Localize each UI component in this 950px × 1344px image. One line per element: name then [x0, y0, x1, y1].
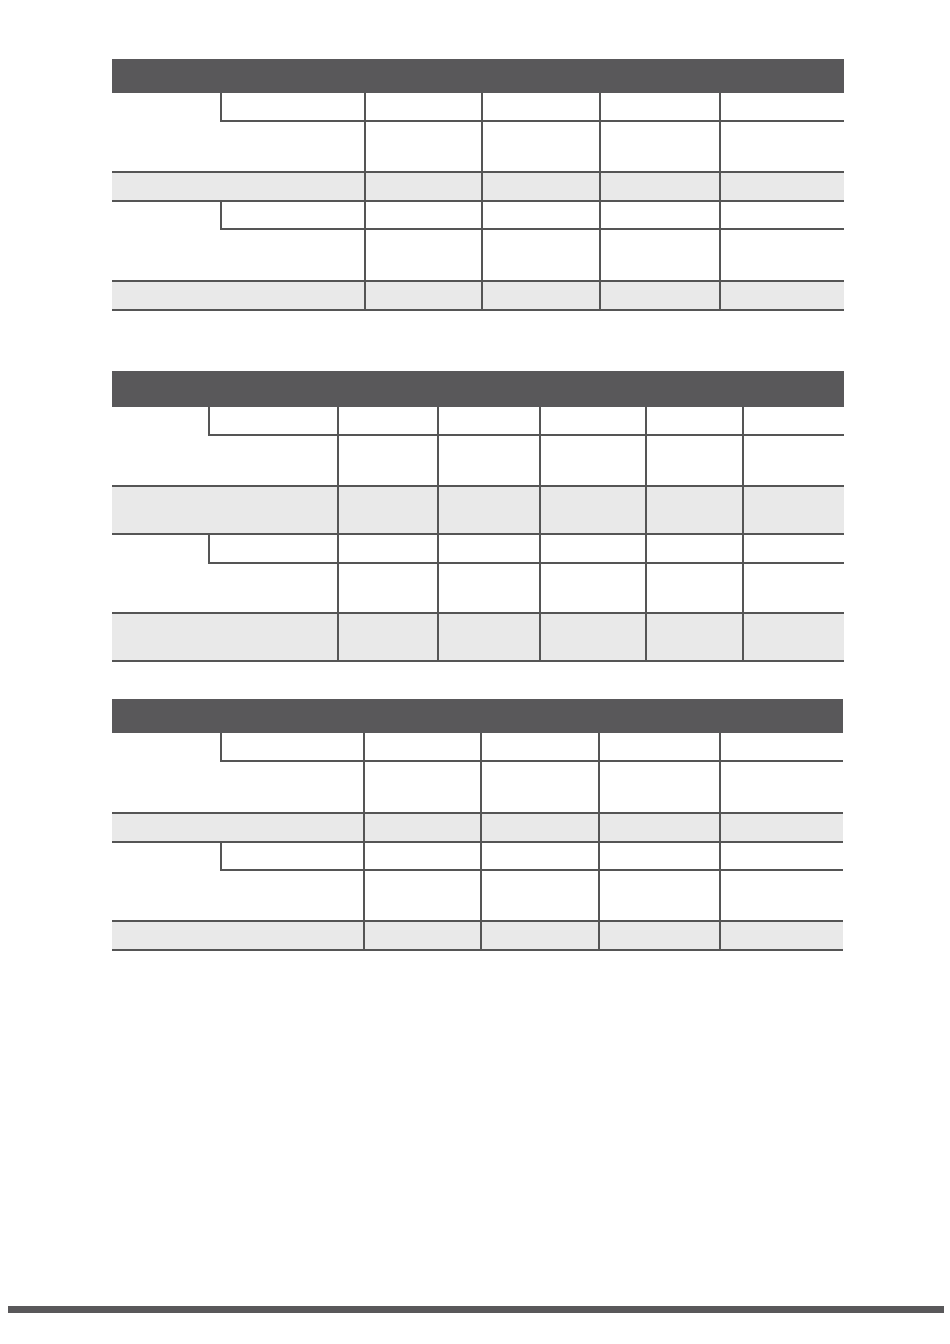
table-cell — [365, 172, 482, 201]
table-cell — [743, 613, 844, 661]
table-cell — [720, 93, 844, 121]
table-row — [112, 534, 844, 563]
row-group-label — [112, 93, 221, 172]
table-cell — [365, 201, 482, 229]
table-cell — [720, 921, 843, 950]
table-cell — [599, 870, 720, 921]
table-cell — [599, 733, 720, 761]
table-row — [112, 93, 844, 121]
table-cell — [599, 921, 720, 950]
table-cell — [720, 281, 844, 310]
footer-rule — [8, 1306, 944, 1313]
table-cell — [646, 613, 743, 661]
table-cell — [743, 407, 844, 435]
table-row — [112, 201, 844, 229]
table-cell — [720, 172, 844, 201]
table-cell — [482, 93, 600, 121]
table-cell — [600, 229, 720, 281]
table-cell — [438, 534, 540, 563]
table-cell — [599, 842, 720, 870]
table-cell — [364, 733, 481, 761]
table-cell — [482, 172, 600, 201]
table-cell — [540, 435, 646, 486]
data-table-2 — [112, 371, 844, 662]
total-label — [112, 921, 364, 950]
table-cell — [600, 281, 720, 310]
table-cell — [365, 281, 482, 310]
total-label — [112, 613, 338, 661]
table-cell — [720, 201, 844, 229]
data-table-3 — [112, 699, 843, 951]
table-cell — [540, 534, 646, 563]
total-row — [112, 921, 843, 950]
table-header-bar — [112, 371, 844, 407]
table-cell — [221, 121, 365, 172]
row-group-label — [112, 842, 221, 921]
data-table-1 — [112, 59, 844, 311]
total-label — [112, 172, 365, 201]
table-cell — [743, 435, 844, 486]
table-cell — [364, 870, 481, 921]
table-cell — [720, 229, 844, 281]
table-cell — [743, 486, 844, 534]
table-cell — [338, 613, 438, 661]
table-cell — [482, 229, 600, 281]
table-cell — [540, 486, 646, 534]
table-cell — [540, 407, 646, 435]
table-cell — [646, 486, 743, 534]
table-cell — [365, 93, 482, 121]
table-cell — [720, 842, 843, 870]
table-cell — [221, 201, 365, 229]
table-cell — [481, 761, 599, 813]
table-cell — [482, 201, 600, 229]
table-row — [112, 121, 844, 172]
row-group-label — [112, 534, 209, 613]
table-cell — [720, 870, 843, 921]
table-cell — [209, 435, 338, 486]
table-cell — [743, 534, 844, 563]
table-cell — [338, 534, 438, 563]
table-cell — [540, 613, 646, 661]
table-cell — [209, 534, 338, 563]
table-cell — [482, 121, 600, 172]
table-cell — [600, 121, 720, 172]
table-cell — [364, 842, 481, 870]
table-cell — [646, 435, 743, 486]
row-group-label — [112, 407, 209, 486]
table-cell — [221, 842, 364, 870]
table-header-bar — [112, 699, 843, 733]
table-cell — [364, 921, 481, 950]
total-row — [112, 172, 844, 201]
table-cell — [221, 733, 364, 761]
total-row — [112, 813, 843, 842]
table-cell — [599, 761, 720, 813]
total-row — [112, 281, 844, 310]
table-cell — [438, 407, 540, 435]
table-cell — [338, 407, 438, 435]
table-cell — [209, 407, 338, 435]
table-row — [112, 842, 843, 870]
table-row — [112, 563, 844, 613]
table-cell — [599, 813, 720, 842]
table-row — [112, 407, 844, 435]
total-row — [112, 613, 844, 661]
table-cell — [338, 435, 438, 486]
total-label — [112, 813, 364, 842]
table-cell — [482, 281, 600, 310]
table-cell — [481, 870, 599, 921]
table-row — [112, 870, 843, 921]
total-label — [112, 486, 338, 534]
table-cell — [720, 733, 843, 761]
table-row — [112, 761, 843, 813]
table-cell — [221, 761, 364, 813]
table-cell — [481, 733, 599, 761]
table-cell — [481, 813, 599, 842]
table-cell — [720, 761, 843, 813]
table-cell — [720, 813, 843, 842]
table-cell — [646, 563, 743, 613]
table-cell — [481, 921, 599, 950]
table-cell — [540, 563, 646, 613]
table-cell — [221, 229, 365, 281]
table-cell — [338, 563, 438, 613]
table-cell — [365, 229, 482, 281]
total-row — [112, 486, 844, 534]
table-cell — [209, 563, 338, 613]
row-group-label — [112, 201, 221, 281]
table-cell — [438, 486, 540, 534]
table-header-bar — [112, 59, 844, 93]
table-row — [112, 229, 844, 281]
table-cell — [365, 121, 482, 172]
table-cell — [221, 870, 364, 921]
table-cell — [743, 563, 844, 613]
table-row — [112, 733, 843, 761]
table-row — [112, 435, 844, 486]
table-cell — [600, 201, 720, 229]
table-cell — [438, 613, 540, 661]
table-cell — [600, 93, 720, 121]
table-cell — [481, 842, 599, 870]
table-cell — [646, 407, 743, 435]
table-cell — [364, 813, 481, 842]
table-cell — [720, 121, 844, 172]
table-cell — [646, 534, 743, 563]
table-cell — [338, 486, 438, 534]
table-cell — [438, 435, 540, 486]
table-cell — [221, 93, 365, 121]
table-cell — [438, 563, 540, 613]
row-group-label — [112, 733, 221, 813]
table-cell — [364, 761, 481, 813]
table-cell — [600, 172, 720, 201]
total-label — [112, 281, 365, 310]
